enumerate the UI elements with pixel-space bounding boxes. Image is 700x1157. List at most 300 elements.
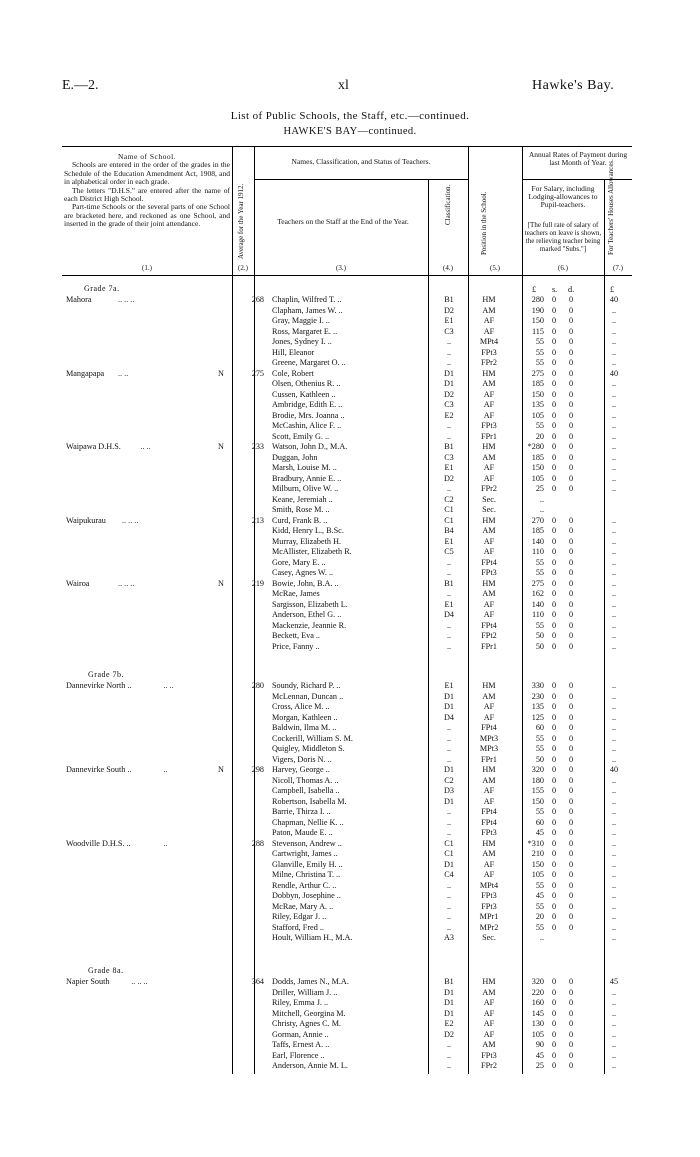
salary-shillings: 0 (551, 712, 557, 722)
classification: D1 (443, 379, 454, 388)
salary-pence: 0 (568, 515, 574, 525)
salary-shillings: 0 (551, 631, 557, 640)
school-leader-dots: .. .. (163, 681, 174, 690)
classification: D1 (443, 1008, 454, 1018)
table-row (0, 347, 700, 358)
teacher-name: Dodds, James N., M.A. (272, 977, 349, 986)
classification: .. (446, 880, 452, 890)
position: FPt3 (481, 347, 497, 357)
salary-pounds: 55 (535, 358, 544, 367)
salary-shillings: 0 (551, 589, 557, 598)
table-row (0, 743, 700, 754)
table-row (0, 827, 700, 838)
position: MPr1 (479, 912, 499, 921)
table-row (0, 515, 700, 526)
table-row (0, 410, 700, 421)
salary-shillings: 0 (551, 691, 557, 701)
classification: E1 (444, 599, 454, 609)
teacher-name: Rendle, Arthur C. .. (272, 880, 337, 890)
position: AF (483, 610, 495, 619)
house-allowance: .. (611, 557, 617, 567)
col1-number: (1.) (142, 264, 152, 272)
position: AM (482, 305, 496, 315)
classification: .. (446, 337, 452, 346)
salary-pence: 0 (568, 838, 574, 848)
teacher-name: Watson, John D., M.A. (272, 442, 348, 451)
table-row (0, 431, 700, 442)
classification: B1 (444, 977, 454, 986)
salary-pence: 0 (568, 998, 574, 1007)
col4-number: (4.) (443, 264, 453, 272)
house-allowance: .. (611, 870, 617, 879)
salary-pence: 0 (568, 702, 574, 711)
classification: .. (446, 817, 452, 827)
school-column-header (64, 153, 230, 229)
salary-pence: 0 (568, 347, 574, 357)
teacher-name: Chapman, Nellie K. .. (272, 817, 344, 827)
salary-pence: 0 (568, 316, 574, 325)
salary-pence: 0 (568, 891, 574, 900)
salary-shillings: 0 (551, 484, 557, 493)
table-row (0, 326, 700, 337)
classification: .. (446, 631, 452, 640)
teacher-name: Quigley, Middleton S. (272, 744, 345, 753)
teacher-name: McRae, Mary A. .. (272, 901, 334, 911)
col-divider (428, 179, 429, 275)
position: AF (483, 316, 495, 325)
position: FPr1 (481, 754, 497, 764)
table-row (0, 389, 700, 400)
table-row (0, 691, 700, 702)
salary-shillings: 0 (551, 796, 557, 806)
salary-pence: 0 (568, 295, 574, 304)
house-allowance: .. (611, 786, 617, 795)
salary-pence: 0 (568, 859, 574, 869)
teacher-name: Nicoll, Thomas A. .. (272, 775, 339, 785)
salary-pence: 0 (568, 849, 574, 858)
position: AF (483, 473, 495, 483)
salary-shillings: 0 (551, 599, 557, 609)
position: AM (482, 775, 496, 785)
teacher-name: McRae, James (272, 589, 320, 598)
position: AF (483, 1008, 495, 1018)
salary-shillings: 0 (551, 421, 557, 430)
teacher-name: McLennan, Duncan .. (272, 691, 344, 701)
house-allowance: .. (611, 631, 617, 640)
house-allowance: .. (611, 578, 617, 588)
teacher-name: Hill, Eleanor (272, 347, 315, 357)
salary-pounds: 55 (535, 421, 544, 430)
classification: C1 (444, 849, 454, 858)
position: AF (483, 1029, 495, 1039)
classification: C2 (444, 775, 454, 785)
table-row (0, 922, 700, 933)
classification: C3 (444, 400, 454, 409)
teachers-group-header: Names, Classification, and Status of Teachers. (291, 157, 431, 166)
position: AF (483, 712, 495, 722)
salary-pounds: 105 (531, 473, 544, 483)
table-row (0, 997, 700, 1008)
house-allowance: .. (611, 400, 617, 409)
salary-pounds: 55 (535, 901, 544, 911)
shillings-heading: s. (552, 285, 558, 294)
salary-shillings: 0 (551, 431, 557, 441)
classification: E1 (444, 463, 454, 472)
house-allowance: .. (611, 589, 617, 598)
salary-pence: 0 (568, 547, 574, 556)
salary-pounds: 155 (531, 786, 544, 795)
salary-pence: 0 (568, 410, 574, 420)
position: FPt4 (481, 557, 497, 567)
salary-pence: 0 (568, 691, 574, 701)
table-row (0, 775, 700, 786)
col3-number: (3.) (336, 264, 346, 272)
salary-shillings: 0 (551, 305, 557, 315)
classification: E1 (444, 536, 454, 546)
table-row (0, 733, 700, 744)
page-subtitle: HAWKE'S BAY—continued. (283, 126, 417, 137)
teacher-name: Vigers, Doris N. .. (272, 754, 332, 764)
salary-shillings: 0 (551, 838, 557, 848)
salary-pence: 0 (568, 337, 574, 346)
salary-pounds: 55 (535, 744, 544, 753)
salary-pounds: 55 (535, 557, 544, 567)
salary-pence: 0 (568, 987, 574, 997)
teacher-name: Olsen, Othenius R. .. (272, 379, 341, 388)
table-row (0, 1029, 700, 1040)
house-allowance: 40 (609, 295, 619, 304)
salary-pounds: 330 (531, 681, 544, 690)
table-row (0, 1018, 700, 1029)
house-allowance: .. (611, 828, 617, 837)
salary-pence: 0 (568, 901, 574, 911)
classification: .. (446, 754, 452, 764)
school-name: Dannevirke South .. (66, 765, 132, 774)
salary-pence: 0 (568, 389, 574, 399)
salary-pounds: 150 (531, 796, 544, 806)
salary-shillings: 0 (551, 723, 557, 732)
salary-pence: 0 (568, 589, 574, 598)
salary-pounds: 55 (535, 807, 544, 816)
salary-pounds: 50 (535, 641, 544, 651)
table-row (0, 536, 700, 547)
salary-pounds: 55 (535, 568, 544, 577)
table-row (0, 473, 700, 484)
salary-shillings: 0 (551, 733, 557, 743)
salary-pounds: 55 (535, 337, 544, 346)
teacher-name: Curd, Frank B. .. (272, 515, 328, 525)
position: HM (482, 368, 496, 378)
position: AM (482, 849, 496, 858)
school-name: Woodville D.H.S. .. (66, 838, 131, 848)
position: FPr1 (481, 431, 497, 441)
position: FPr2 (481, 484, 497, 493)
table-row (0, 546, 700, 557)
teacher-name: Scott, Emily G. .. (272, 431, 330, 441)
position: FPt3 (481, 891, 497, 900)
position: FPt3 (481, 901, 497, 911)
house-allowance: .. (611, 316, 617, 325)
classification: .. (446, 1040, 452, 1049)
table-row (0, 712, 700, 723)
house-allowance: 40 (609, 765, 619, 774)
table-row (0, 859, 700, 870)
salary-pence: 0 (568, 681, 574, 690)
header-rule (254, 179, 468, 180)
salary-pence: 0 (568, 807, 574, 816)
salary-pounds: 275 (531, 368, 544, 378)
salary-shillings: 0 (551, 368, 557, 378)
salary-shillings: 0 (551, 977, 557, 986)
salary-shillings: 0 (551, 557, 557, 567)
house-allowance: .. (611, 599, 617, 609)
salary-shillings: 0 (551, 754, 557, 764)
classification: .. (446, 912, 452, 921)
salary-shillings: 0 (551, 347, 557, 357)
house-allowance: .. (611, 1029, 617, 1039)
classification: .. (446, 901, 452, 911)
salary-column-label: For Salary, including Lodging-allowances to Pupil-teachers. (528, 184, 598, 209)
salary-pence: 0 (568, 880, 574, 890)
classification: .. (446, 1061, 452, 1070)
salary-shillings: 0 (551, 568, 557, 577)
classification: E2 (444, 410, 454, 420)
salary-shillings: 0 (551, 901, 557, 911)
average-column-label: Average for the Year 1912. (237, 183, 245, 259)
teacher-name: Barrie, Thirza I. .. (272, 807, 331, 816)
salary-pounds: 55 (535, 347, 544, 357)
table-row (0, 599, 700, 610)
salary-pence: 0 (568, 610, 574, 619)
house-allowance: .. (611, 723, 617, 732)
salary-pounds: 20 (535, 431, 544, 441)
classification: D4 (443, 712, 454, 722)
salary-pounds: 105 (531, 1029, 544, 1039)
salary-pence: 0 (568, 578, 574, 588)
classification: .. (446, 1050, 452, 1060)
table-row (0, 848, 700, 859)
position: AM (482, 987, 496, 997)
region-heading: Hawke's Bay. (532, 78, 615, 93)
salary-pounds: 190 (531, 305, 544, 315)
salary-pence: 0 (568, 568, 574, 577)
teacher-name: Milne, Christina T. .. (272, 870, 341, 879)
classification: .. (446, 828, 452, 837)
salary-pounds: 55 (535, 922, 544, 932)
position: FPt4 (481, 723, 497, 732)
salary-pence: 0 (568, 1029, 574, 1039)
salary-shillings: 0 (551, 922, 557, 932)
salary-shillings: 0 (551, 515, 557, 525)
teacher-name: Soundy, Richard P. .. (272, 681, 341, 690)
pence-heading: d. (568, 285, 575, 294)
school-note-parttime: Part-time Schools or the several parts of one School are bracketed here, and reckoned as one School, and inserted in the grade of their joint attendance. (64, 202, 230, 229)
table-row (0, 932, 700, 943)
table-row (0, 452, 700, 463)
house-allowance: .. (611, 1050, 617, 1060)
salary-pence: 0 (568, 828, 574, 837)
school-leader-dots: .. .. (140, 442, 151, 451)
salary-pounds: 125 (531, 712, 544, 722)
salary-shillings: 0 (551, 849, 557, 858)
average-attendance: 288 (251, 838, 264, 848)
house-allowance: 45 (609, 977, 619, 986)
school-name: Dannevirke North .. (66, 681, 132, 690)
salary-pence: 0 (568, 870, 574, 879)
house-allowance: .. (611, 754, 617, 764)
teacher-name: McAllister, Elizabeth R. (272, 547, 352, 556)
position: FPr1 (481, 641, 497, 651)
salary-pence: 0 (568, 599, 574, 609)
grade-heading: Grade 7b. (88, 670, 125, 679)
salary-pounds: 55 (535, 620, 544, 630)
table-row (0, 641, 700, 652)
salary-pounds: 140 (531, 536, 544, 546)
school-name: Waipawa D.H.S. (66, 442, 121, 451)
salary-shillings: 0 (551, 295, 557, 304)
house-allowance: 40 (609, 368, 619, 378)
salary-shillings: 0 (551, 400, 557, 409)
salary-pence: 0 (568, 452, 574, 462)
classification: D1 (443, 987, 454, 997)
classification: D3 (443, 786, 454, 795)
position: AF (483, 998, 495, 1007)
classification: .. (446, 744, 452, 753)
position: FPt3 (481, 568, 497, 577)
salary-pounds: 45 (535, 891, 544, 900)
table-row (0, 680, 700, 691)
salary-shillings: 0 (551, 786, 557, 795)
teacher-name: Mitchell, Georgina M. (272, 1008, 346, 1018)
table-row (0, 890, 700, 901)
position: AF (483, 859, 495, 869)
teacher-name: Taffs, Ernest A. .. (272, 1040, 330, 1049)
position: MPr2 (479, 922, 499, 932)
classification: .. (446, 589, 452, 598)
teacher-name: Stevenson, Andrew .. (272, 838, 342, 848)
salary-pounds: 50 (535, 631, 544, 640)
position-column-label: Position in the School. (480, 191, 488, 255)
salary-shillings: 0 (551, 702, 557, 711)
table-row (0, 701, 700, 712)
salary-pence: 0 (568, 536, 574, 546)
teacher-name: Beckett, Eva .. (272, 631, 320, 640)
house-allowance: .. (611, 817, 617, 827)
salary-pence: 0 (568, 484, 574, 493)
teacher-name: Sargisson, Elizabeth L. (272, 599, 348, 609)
table-row (0, 557, 700, 568)
classification: C1 (444, 838, 454, 848)
teacher-name: Harvey, George .. (272, 765, 330, 774)
salary-pounds: 135 (531, 702, 544, 711)
salary-shillings: 0 (551, 912, 557, 921)
salary-pounds: 150 (531, 389, 544, 399)
classification: .. (446, 358, 452, 367)
salary-shillings: 0 (551, 817, 557, 827)
salary-shillings: 0 (551, 620, 557, 630)
salary-pence: 0 (568, 1061, 574, 1070)
classification: .. (446, 922, 452, 932)
salary-pence: 0 (568, 431, 574, 441)
house-allowance: .. (611, 775, 617, 785)
classification: D2 (443, 1029, 454, 1039)
table-row (0, 785, 700, 796)
position: HM (482, 838, 496, 848)
average-attendance: 275 (251, 368, 264, 378)
position: AF (483, 400, 495, 409)
salary-pounds: 230 (531, 691, 544, 701)
table-row (0, 399, 700, 410)
salary-pounds: 45 (535, 828, 544, 837)
position: HM (482, 442, 496, 451)
house-allowance: .. (611, 641, 617, 651)
position: AM (482, 526, 496, 535)
teacher-name: Milburn, Olive W. .. (272, 484, 339, 493)
salary-pence: 0 (568, 400, 574, 409)
house-allowance: .. (611, 859, 617, 869)
classification: D4 (443, 610, 454, 619)
table-row (0, 483, 700, 494)
salary-pounds: 185 (531, 452, 544, 462)
salary-shillings: 0 (551, 828, 557, 837)
classification: C1 (444, 505, 454, 514)
school-leader-dots: .. .. .. (118, 295, 135, 304)
payment-group-header: Annual Rates of Payment during last Month of Year. (528, 150, 628, 167)
classification: .. (446, 620, 452, 630)
salary-pence: 0 (568, 326, 574, 336)
position: FPt4 (481, 620, 497, 630)
salary-pounds: 150 (531, 859, 544, 869)
table-row (0, 578, 700, 589)
position: AF (483, 870, 495, 879)
school-name: Waipukurau (66, 515, 106, 525)
dhs-marker: N (218, 368, 224, 378)
house-allowance: .. (611, 389, 617, 399)
position: FPr2 (481, 1061, 497, 1070)
salary-pounds: *310 (527, 838, 544, 848)
classification: .. (446, 723, 452, 732)
teacher-name: Stafford, Fred .. (272, 922, 324, 932)
teacher-name: Riley, Edgar J. .. (272, 912, 327, 921)
position: FPt3 (481, 421, 497, 430)
house-allowance: .. (611, 484, 617, 493)
classification: .. (446, 484, 452, 493)
table-row (0, 294, 700, 305)
table-row (0, 462, 700, 473)
classification: .. (446, 557, 452, 567)
table-row (0, 368, 700, 379)
salary-shillings: 0 (551, 870, 557, 879)
table-row (0, 567, 700, 578)
teacher-name: McCashin, Alice F. .. (272, 421, 342, 430)
teacher-name: Marsh, Louise M. .. (272, 463, 337, 472)
house-allowance: .. (611, 452, 617, 462)
page-title: List of Public Schools, the Staff, etc.—continued. (230, 110, 470, 122)
classification: D1 (443, 702, 454, 711)
classification: B4 (444, 526, 454, 535)
salary-shillings: 0 (551, 1029, 557, 1039)
teacher-name: Driller, William J. .. (272, 987, 338, 997)
house-allowance: .. (611, 891, 617, 900)
house-allowance: .. (611, 880, 617, 890)
classification: B1 (444, 442, 454, 451)
table-row (0, 336, 700, 347)
salary-pence: 0 (568, 305, 574, 315)
salary-pounds: 160 (531, 998, 544, 1007)
classification: .. (446, 891, 452, 900)
average-attendance: 219 (251, 578, 264, 588)
table-row (0, 305, 700, 316)
